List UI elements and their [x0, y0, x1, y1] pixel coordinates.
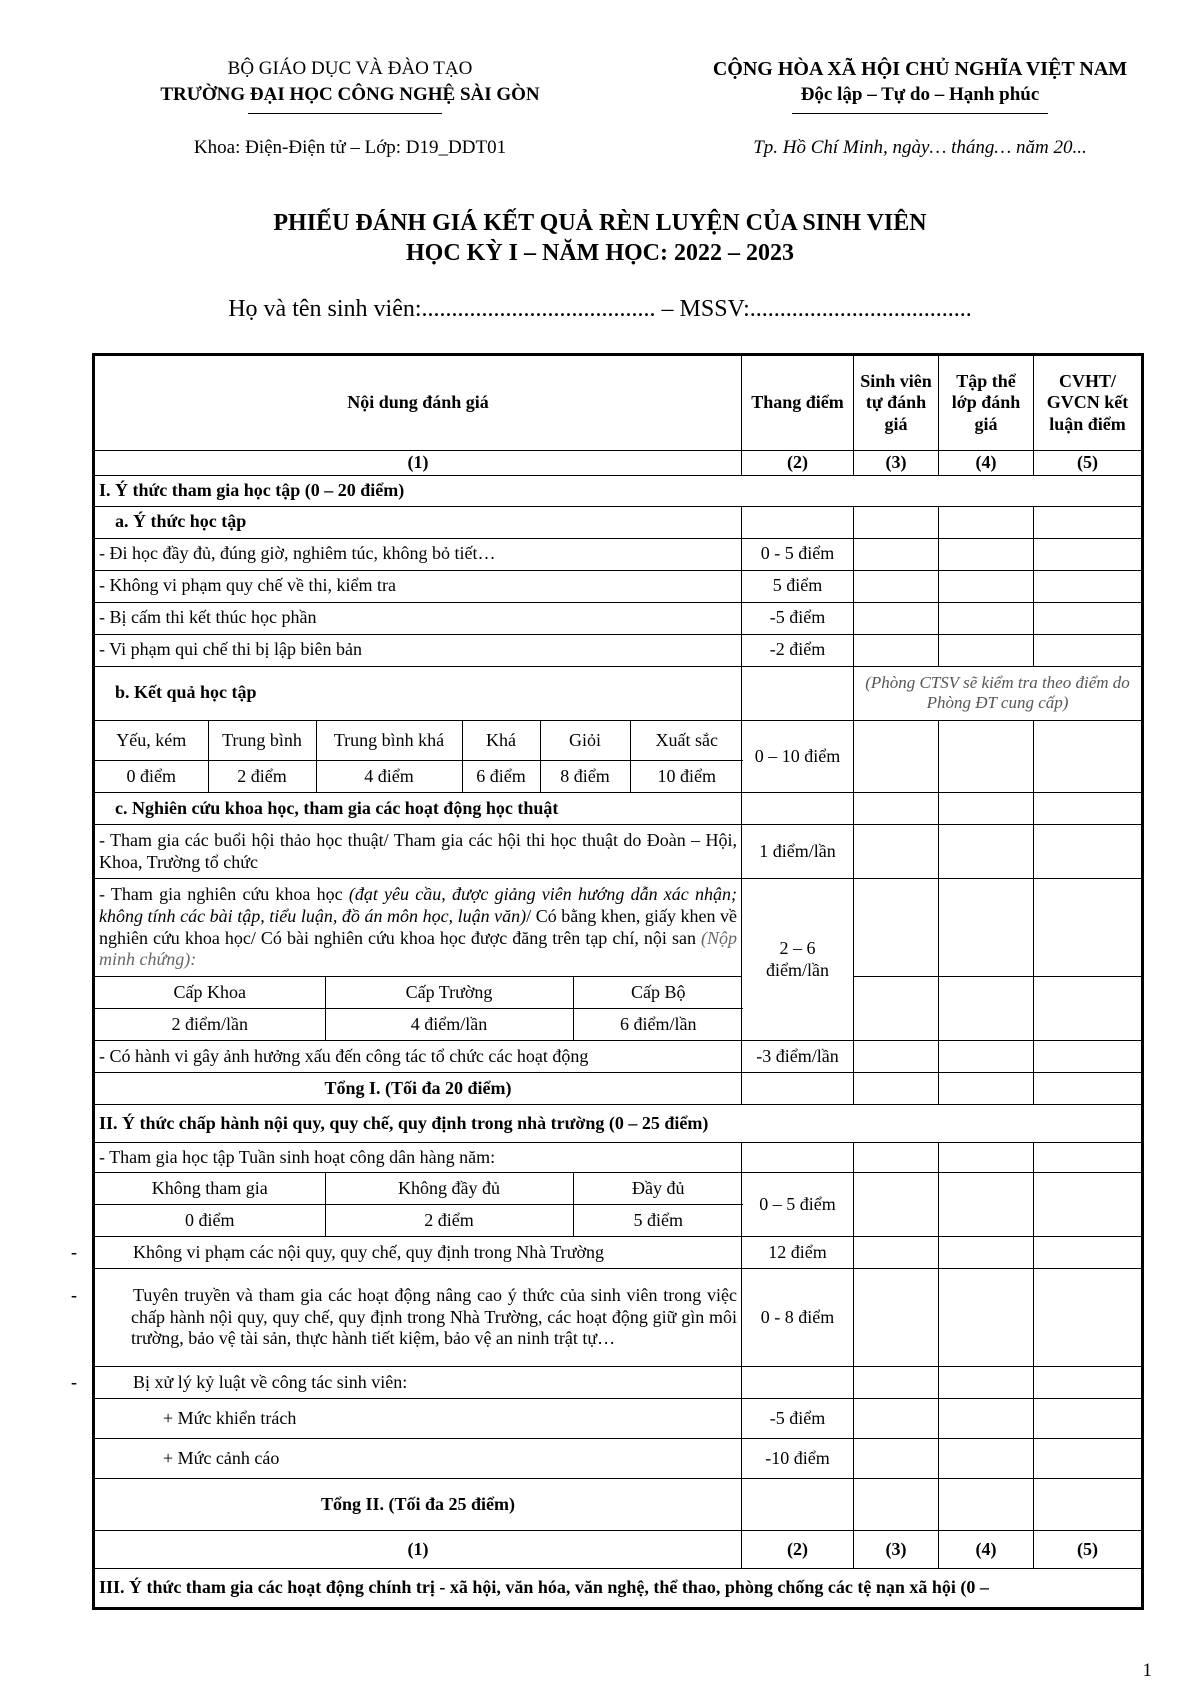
research-levels-table	[95, 977, 743, 1040]
empty-cell	[742, 793, 854, 825]
results-score: 0 – 10 điểm	[742, 720, 854, 793]
table-row	[94, 879, 1143, 977]
class-score-cell[interactable]	[939, 506, 1034, 538]
self-score-cell[interactable]	[854, 720, 939, 793]
grade-points: 10 điểm	[630, 761, 743, 793]
col-number: (1)	[94, 1531, 742, 1569]
table-row	[94, 570, 1143, 602]
class-score-cell[interactable]	[939, 1399, 1034, 1439]
level-label: Cấp Bộ	[573, 977, 743, 1009]
class-score-cell[interactable]	[939, 825, 1034, 879]
grade-label: Trung bình	[208, 721, 316, 761]
university-underline	[248, 113, 442, 114]
table-row	[94, 1237, 1143, 1269]
class-score-cell[interactable]	[939, 793, 1034, 825]
level-points: 6 điểm/lần	[573, 1009, 743, 1041]
self-score-cell[interactable]	[854, 506, 939, 538]
column-number-row	[94, 1531, 1143, 1569]
header-self-eval: Sinh viên tự đánh giá	[854, 355, 939, 451]
grade-label: Yếu, kém	[95, 721, 208, 761]
advisor-score-cell[interactable]	[1034, 1073, 1143, 1105]
grade-scale	[94, 720, 742, 793]
advisor-score-cell[interactable]	[1034, 1399, 1143, 1439]
grade-points: 2 điểm	[208, 761, 316, 793]
results-note: (Phòng CTSV sẽ kiểm tra theo điểm do Phòng ĐT cung cấp)	[854, 666, 1143, 720]
faculty-class: Khoa: Điện-Điện tử – Lớp: D19_DDT01	[193, 137, 507, 158]
table-row	[94, 1269, 1143, 1367]
advisor-score-cell[interactable]	[1034, 1237, 1143, 1269]
criterion-text	[71, 1269, 742, 1367]
table-row	[94, 825, 1143, 879]
advisor-score-cell[interactable]	[1034, 1439, 1143, 1479]
section-3-title: III. Ý thức tham gia các hoạt động chính trị - xã hội, văn hóa, văn nghệ, thể thao, phòng chống các tệ nạn xã hội (0 –	[94, 1569, 1143, 1609]
class-score-cell[interactable]	[939, 1367, 1034, 1399]
section-1-total: Tổng I. (Tối đa 20 điểm)	[94, 1073, 742, 1105]
col-number: (2)	[742, 451, 854, 476]
advisor-score-cell[interactable]	[1034, 538, 1143, 570]
table-row	[94, 602, 1143, 634]
empty-cell	[742, 1143, 854, 1173]
self-score-cell[interactable]	[854, 977, 939, 1041]
total-row	[94, 1073, 1143, 1105]
criterion-text: - Tham gia học tập Tuần sinh hoạt công dân hàng năm:	[94, 1143, 742, 1173]
col-number: (5)	[1034, 1531, 1143, 1569]
header-content: Nội dung đánh giá	[94, 355, 742, 451]
participation-label: Không đầy đủ	[325, 1173, 573, 1205]
evaluation-table	[71, 353, 1144, 1610]
research-text-2: / Có bằng khen, giấy khen về nghiên cứu khoa học/ Có bài nghiên cứu khoa học được đăng trên tạp chí, nội san	[99, 906, 737, 948]
table-row	[94, 1041, 1143, 1073]
advisor-score-cell[interactable]	[1034, 570, 1143, 602]
self-score-cell[interactable]	[854, 1399, 939, 1439]
class-score-cell[interactable]	[939, 879, 1034, 977]
column-number-row	[94, 451, 1143, 476]
page-number: 1	[1142, 1660, 1152, 1681]
table-row	[94, 1173, 1143, 1237]
class-score-cell[interactable]	[939, 1479, 1034, 1531]
class-score-cell[interactable]	[939, 570, 1034, 602]
criterion-text: + Mức cảnh cáo	[94, 1439, 742, 1479]
advisor-score-cell[interactable]	[1034, 720, 1143, 793]
advisor-score-cell[interactable]	[1034, 1479, 1143, 1531]
subsection-a-title: a. Ý thức học tập	[94, 506, 742, 538]
criterion-text: - Bị cấm thi kết thúc học phần	[94, 602, 742, 634]
national-motto: Độc lập – Tự do – Hạnh phúc	[800, 84, 1040, 105]
table-row	[94, 538, 1143, 570]
class-score-cell[interactable]	[939, 977, 1034, 1041]
criterion-text	[71, 1237, 742, 1269]
advisor-score-cell[interactable]	[1034, 1143, 1143, 1173]
criterion-label: Bị xử lý kỷ luật về công tác sinh viên:	[133, 1371, 408, 1392]
section-2-total: Tổng II. (Tối đa 25 điểm)	[94, 1479, 742, 1531]
table-row	[94, 1399, 1143, 1439]
form-title: PHIẾU ĐÁNH GIÁ KẾT QUẢ RÈN LUYỆN CỦA SINH VIÊN	[273, 210, 927, 236]
grade-label: Xuất sắc	[630, 721, 743, 761]
research-condition: (đạt yêu cầu, được giảng viên hướng dẫn xác nhận; không tính các bài tập, tiểu luận, đồ án môn học, luận văn)	[99, 884, 737, 926]
advisor-score-cell[interactable]	[1034, 977, 1143, 1041]
criterion-score: 0 - 8 điểm	[742, 1269, 854, 1367]
class-score-cell[interactable]	[939, 1269, 1034, 1367]
place-date: Tp. Hồ Chí Minh, ngày… tháng… năm 20...	[753, 137, 1087, 158]
grade-points: 0 điểm	[95, 761, 208, 793]
advisor-score-cell[interactable]	[1034, 825, 1143, 879]
section-3-title-row	[94, 1569, 1143, 1609]
section-2-title: II. Ý thức chấp hành nội quy, quy chế, quy định trong nhà trường (0 – 25 điểm)	[94, 1105, 1143, 1143]
advisor-score-cell[interactable]	[1034, 879, 1143, 977]
col-number: (4)	[939, 1531, 1034, 1569]
empty-cell	[742, 666, 854, 720]
civic-week-levels	[94, 1173, 742, 1237]
subsection-b-title: b. Kết quả học tập	[94, 666, 742, 720]
table-row	[94, 977, 1143, 1041]
self-score-cell[interactable]	[854, 825, 939, 879]
table-header-row	[94, 355, 1143, 451]
civic-week-table	[95, 1173, 743, 1236]
advisor-score-cell[interactable]	[1034, 506, 1143, 538]
self-score-cell[interactable]	[854, 1041, 939, 1073]
advisor-score-cell[interactable]	[1034, 634, 1143, 666]
criterion-text	[71, 1367, 742, 1399]
criterion-text: - Đi học đầy đủ, đúng giờ, nghiêm túc, không bỏ tiết…	[94, 538, 742, 570]
participation-points: 2 điểm	[325, 1205, 573, 1237]
motto-underline	[792, 113, 1048, 114]
criterion-text: + Mức khiển trách	[94, 1399, 742, 1439]
advisor-score-cell[interactable]	[1034, 1269, 1143, 1367]
criterion-label: Không vi phạm các nội quy, quy chế, quy định trong Nhà Trường	[133, 1241, 605, 1262]
civic-week-score: 0 – 5 điểm	[742, 1173, 854, 1237]
table-row	[94, 506, 1143, 538]
self-score-cell[interactable]	[854, 879, 939, 977]
class-score-cell[interactable]	[939, 538, 1034, 570]
research-levels	[94, 977, 742, 1041]
criterion-label: Tuyên truyền và tham gia các hoạt động nâng cao ý thức của sinh viên trong việc chấp hành nội quy, quy chế, quy định trong Nhà Trường, các hoạt động giữ gìn môi trường, bảo vệ tài sản, thực hành tiết kiệm, bảo vệ an ninh trật tự…	[131, 1285, 737, 1349]
header-class-eval: Tập thể lớp đánh giá	[939, 355, 1034, 451]
bullet-marker: -	[71, 1285, 77, 1306]
class-score-cell[interactable]	[939, 1143, 1034, 1173]
advisor-score-cell[interactable]	[1034, 602, 1143, 634]
self-score-cell[interactable]	[854, 1237, 939, 1269]
criterion-score: 12 điểm	[742, 1237, 854, 1269]
self-score-cell[interactable]	[854, 1073, 939, 1105]
self-score-cell[interactable]	[854, 1479, 939, 1531]
self-score-cell[interactable]	[854, 602, 939, 634]
self-score-cell[interactable]	[854, 634, 939, 666]
section-2-title-row	[94, 1105, 1143, 1143]
class-score-cell[interactable]	[939, 1073, 1034, 1105]
self-score-cell[interactable]	[854, 1269, 939, 1367]
criterion-score: -10 điểm	[742, 1439, 854, 1479]
criterion-text: - Không vi phạm quy chế về thi, kiểm tra	[94, 570, 742, 602]
criterion-score: -5 điểm	[742, 1399, 854, 1439]
semester-title: HỌC KỲ I – NĂM HỌC: 2022 – 2023	[406, 240, 794, 266]
section-1-title: I. Ý thức tham gia học tập (0 – 20 điểm)	[94, 475, 1143, 506]
empty-cell	[742, 1479, 854, 1531]
evidence-note: (Nộp minh chứng):	[99, 927, 737, 970]
col-number: (4)	[939, 451, 1034, 476]
subsection-c-title: c. Nghiên cứu khoa học, tham gia các hoạt động học thuật	[94, 793, 742, 825]
col-number: (2)	[742, 1531, 854, 1569]
table-row	[94, 1439, 1143, 1479]
participation-label: Đầy đủ	[573, 1173, 743, 1205]
self-score-cell[interactable]	[854, 1367, 939, 1399]
class-score-cell[interactable]	[939, 1173, 1034, 1237]
grade-points: 4 điểm	[316, 761, 462, 793]
bullet-marker: -	[71, 1371, 77, 1392]
empty-cell	[742, 506, 854, 538]
grade-points: 8 điểm	[540, 761, 630, 793]
advisor-score-cell[interactable]	[1034, 1367, 1143, 1399]
self-score-cell[interactable]	[854, 1439, 939, 1479]
grade-label: Giỏi	[540, 721, 630, 761]
bullet-marker: -	[71, 1241, 77, 1262]
table-row	[94, 1143, 1143, 1173]
self-score-cell[interactable]	[854, 793, 939, 825]
grade-label: Khá	[462, 721, 540, 761]
criterion-text: - Tham gia các buổi hội thảo học thuật/ Tham gia các hội thi học thuật do Đoàn – Hội, Khoa, Trường tổ chức	[94, 825, 742, 879]
criterion-text: - Vi phạm qui chế thi bị lập biên bản	[94, 634, 742, 666]
empty-cell	[742, 1367, 854, 1399]
student-info-line: Họ và tên sinh viên:....................................... – MSSV:.....................................	[228, 296, 972, 322]
criterion-score: 0 - 5 điểm	[742, 538, 854, 570]
criterion-score: -2 điểm	[742, 634, 854, 666]
criterion-score: -3 điểm/lần	[742, 1041, 854, 1073]
participation-points: 5 điểm	[573, 1205, 743, 1237]
research-score: 2 – 6 điểm/lần	[742, 879, 854, 1041]
grade-points: 6 điểm	[462, 761, 540, 793]
self-score-cell[interactable]	[854, 538, 939, 570]
participation-points: 0 điểm	[95, 1205, 325, 1237]
table-row	[94, 793, 1143, 825]
criterion-score: -5 điểm	[742, 602, 854, 634]
class-score-cell[interactable]	[939, 1439, 1034, 1479]
level-label: Cấp Khoa	[95, 977, 325, 1009]
table-row	[94, 720, 1143, 793]
republic-name: CỘNG HÒA XÃ HỘI CHỦ NGHĨA VIỆT NAM	[712, 58, 1128, 80]
class-score-cell[interactable]	[939, 634, 1034, 666]
self-score-cell[interactable]	[854, 1173, 939, 1237]
grade-label: Trung bình khá	[316, 721, 462, 761]
criterion-score: 5 điểm	[742, 570, 854, 602]
criterion-text: - Có hành vi gây ảnh hưởng xấu đến công tác tổ chức các hoạt động	[94, 1041, 742, 1073]
col-number: (3)	[854, 451, 939, 476]
level-label: Cấp Trường	[325, 977, 573, 1009]
self-score-cell[interactable]	[854, 1143, 939, 1173]
table-row	[94, 1367, 1143, 1399]
header-scale: Thang điểm	[742, 355, 854, 451]
research-text: - Tham gia nghiên cứu khoa học	[99, 884, 349, 905]
advisor-score-cell[interactable]	[1034, 1173, 1143, 1237]
research-criterion	[94, 879, 742, 977]
class-score-cell[interactable]	[939, 1237, 1034, 1269]
col-number: (5)	[1034, 451, 1143, 476]
total-row	[94, 1479, 1143, 1531]
col-number: (3)	[854, 1531, 939, 1569]
section-1-title-row	[94, 475, 1143, 506]
advisor-score-cell[interactable]	[1034, 793, 1143, 825]
header-advisor-eval: CVHT/ GVCN kết luận điểm	[1034, 355, 1143, 451]
level-points: 4 điểm/lần	[325, 1009, 573, 1041]
self-score-cell[interactable]	[854, 570, 939, 602]
class-score-cell[interactable]	[939, 602, 1034, 634]
col-number: (1)	[94, 451, 742, 476]
university-name: TRƯỜNG ĐẠI HỌC CÔNG NGHỆ SÀI GÒN	[160, 84, 540, 105]
ministry-name: BỘ GIÁO DỤC VÀ ĐÀO TẠO	[227, 58, 473, 79]
table-row	[94, 634, 1143, 666]
class-score-cell[interactable]	[939, 720, 1034, 793]
participation-label: Không tham gia	[95, 1173, 325, 1205]
class-score-cell[interactable]	[939, 1041, 1034, 1073]
table-row	[94, 666, 1143, 720]
level-points: 2 điểm/lần	[95, 1009, 325, 1041]
empty-cell	[742, 1073, 854, 1105]
criterion-score: 1 điểm/lần	[742, 825, 854, 879]
grade-scale-table	[95, 721, 743, 793]
advisor-score-cell[interactable]	[1034, 1041, 1143, 1073]
